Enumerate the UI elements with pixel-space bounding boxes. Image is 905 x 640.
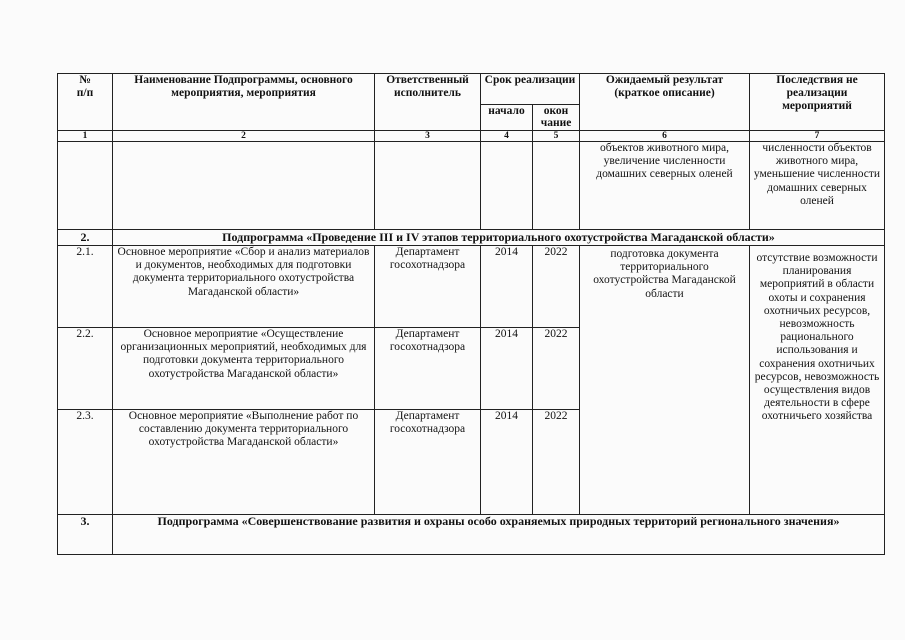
empty-cell xyxy=(481,142,533,230)
section-consequence: отсутствие возможности планирования мероприятий в области охоты и сохранения охотничьих ресурсов, невозможность рационального использования и сохранения охотничьих ресурсов, невозможность осуществления видов деятельности в сфере охотничьего хозяйства xyxy=(750,246,885,515)
row-name: Основное мероприятие «Осуществление организационных мероприятий, необходимых для подготовки документа территориального охотустройства Магаданской области» xyxy=(113,328,375,410)
row-end: 2022 xyxy=(533,410,580,515)
section-row xyxy=(58,230,885,246)
section-title: Подпрограмма «Проведение III и IV этапов территориального охотустройства Магаданской области» xyxy=(113,230,885,246)
empty-cell xyxy=(533,142,580,230)
continuation-consequence: численности объектов животного мира, уменьшение численности домашних северных оленей xyxy=(750,142,885,230)
column-number: 5 xyxy=(533,131,580,142)
row-number: 2.2. xyxy=(58,328,113,410)
row-executor: Департамент госохотнадзора xyxy=(375,410,481,515)
empty-cell xyxy=(113,142,375,230)
column-number: 1 xyxy=(58,131,113,142)
row-executor: Департамент госохотнадзора xyxy=(375,328,481,410)
row-name: Основное мероприятие «Сбор и анализ материалов и документов, необходимых для подготовки документа территориального охотустройства Магаданской области» xyxy=(113,246,375,328)
row-name: Основное мероприятие «Выполнение работ по составлению документа территориального охотустройства Магаданской области» xyxy=(113,410,375,515)
row-start: 2014 xyxy=(481,246,533,328)
row-start: 2014 xyxy=(481,410,533,515)
measures-table xyxy=(57,73,885,555)
column-number: 2 xyxy=(113,131,375,142)
header-consequence: Последствия не реализации мероприятий xyxy=(750,74,885,131)
continuation-result: объектов животного мира, увеличение численности домашних северных оленей xyxy=(580,142,750,230)
row-executor: Департамент госохотнадзора xyxy=(375,246,481,328)
row-start: 2014 xyxy=(481,328,533,410)
column-number: 4 xyxy=(481,131,533,142)
row-number: 2.1. xyxy=(58,246,113,328)
header-executor: Ответственный исполнитель xyxy=(375,74,481,131)
empty-cell xyxy=(375,142,481,230)
header-number: № п/п xyxy=(58,74,113,131)
column-number: 3 xyxy=(375,131,481,142)
column-number: 6 xyxy=(580,131,750,142)
row-end: 2022 xyxy=(533,328,580,410)
section-result: подготовка документа территориального охотустройства Магаданской области xyxy=(580,246,750,515)
header-term: Срок реализации xyxy=(481,74,580,105)
header-start: начало xyxy=(481,105,533,131)
table-row xyxy=(58,246,885,328)
continuation-row xyxy=(58,142,885,230)
header-result: Ожидаемый результат (краткое описание) xyxy=(580,74,750,131)
section-row xyxy=(58,515,885,555)
section-number: 3. xyxy=(58,515,113,555)
header-name: Наименование Подпрограммы, основного мероприятия, мероприятия xyxy=(113,74,375,131)
section-title: Подпрограмма «Совершенствование развития и охраны особо охраняемых природных территорий регионального значения» xyxy=(113,515,885,555)
header-row xyxy=(58,74,885,105)
row-number: 2.3. xyxy=(58,410,113,515)
empty-cell xyxy=(58,142,113,230)
header-end: окон чание xyxy=(533,105,580,131)
row-end: 2022 xyxy=(533,246,580,328)
section-number: 2. xyxy=(58,230,113,246)
column-number: 7 xyxy=(750,131,885,142)
column-numbers-row xyxy=(58,131,885,142)
